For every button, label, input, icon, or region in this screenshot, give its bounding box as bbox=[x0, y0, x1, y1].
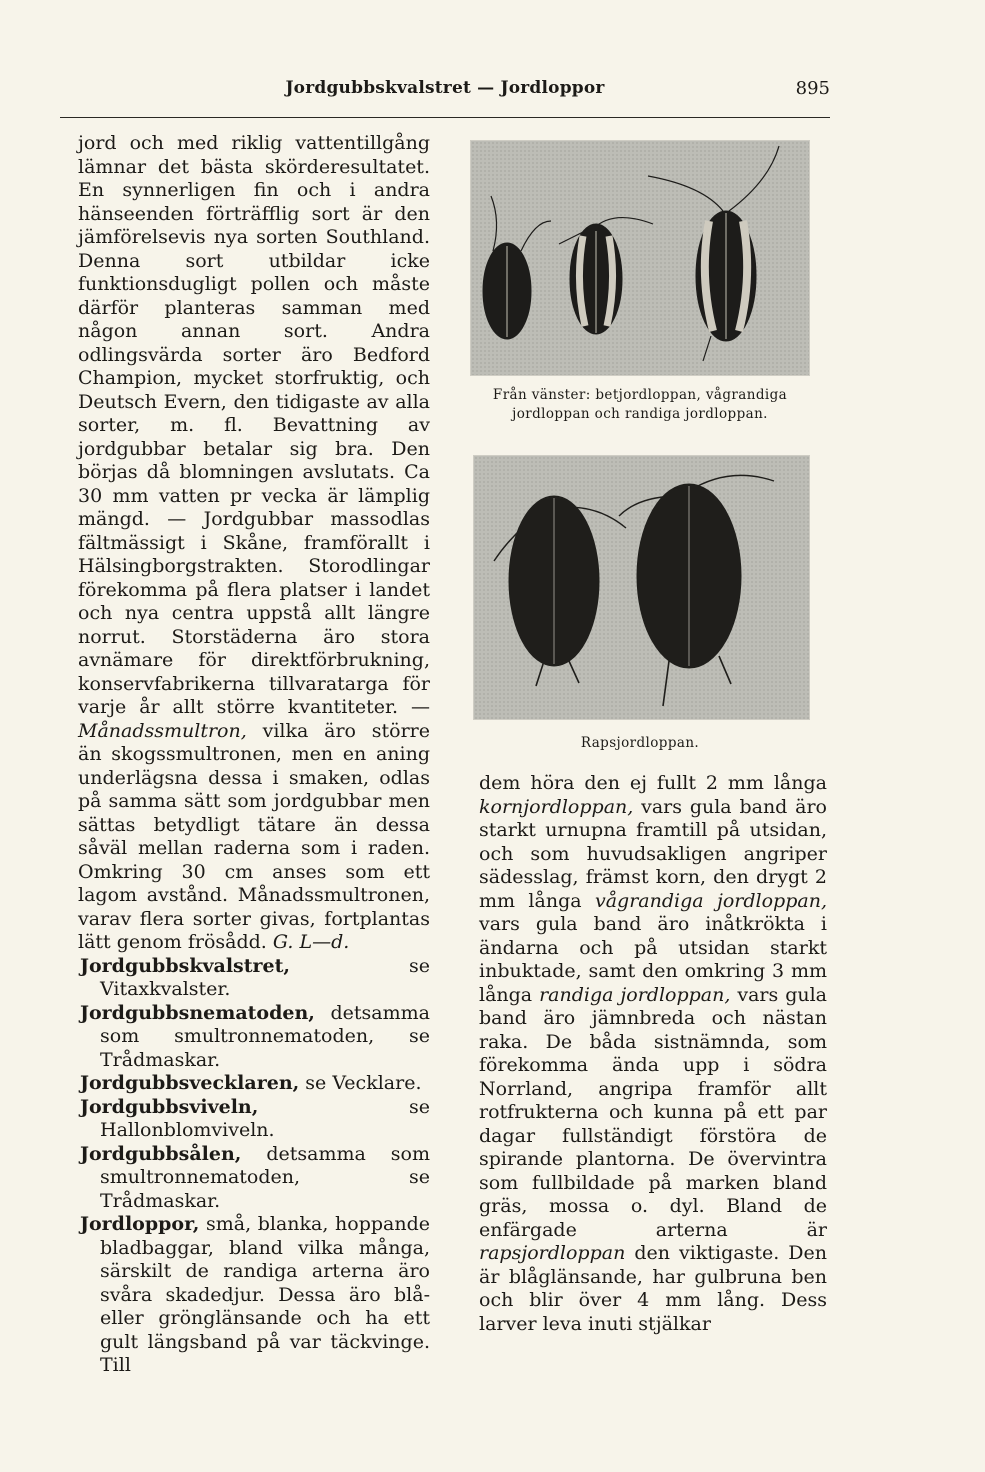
beetle-illustration-2 bbox=[474, 456, 809, 719]
entry-term: Jordgubbsålen, bbox=[80, 1142, 242, 1165]
entry-text: små, blanka, hoppande bladbaggar, bland vilka många, särskilt de randiga arterna äro svåra skadedjur. Dessa äro blå- eller grönglänsande och ha ett gult längsband på var täckvinge. Till bbox=[100, 1213, 430, 1376]
body-text: vars gula band äro jämnbreda och nästan raka. De båda sistnämnda, som förekomma ända upp i södra Norrland, angripa framför allt rotfrukterna och kunna på ett par dagar fullständigt förstöra de spirande plantorna. De övervintra som fullbildade på marken bland gräs, mossa o. dyl. Bland de enfärgade arterna är bbox=[479, 983, 827, 1241]
entry-term: Jordgubbsnematoden, bbox=[80, 1001, 315, 1024]
entry-term: Jordgubbsvecklaren, bbox=[80, 1072, 300, 1094]
italic-term: Månadssmultron, bbox=[78, 719, 247, 742]
entry-text: se Vecklare. bbox=[305, 1072, 422, 1094]
header-rule bbox=[60, 117, 830, 118]
dictionary-entry bbox=[78, 1213, 430, 1378]
body-text: vars gula band äro starkt urnupna framtill på utsidan, och som huvudsakligen angriper sädesslag, främst korn, den drygt 2 mm långa bbox=[479, 795, 828, 912]
entry-term: Jordgubbsviveln, bbox=[80, 1095, 259, 1118]
dictionary-entry bbox=[78, 1096, 430, 1143]
page-number: 895 bbox=[795, 78, 830, 99]
entry-text: detsamma som smultronnematoden, se Trådmaskar. bbox=[100, 1142, 430, 1212]
body-paragraph bbox=[78, 132, 430, 955]
body-paragraph bbox=[479, 772, 827, 1336]
species-name: kornjordloppan, bbox=[479, 795, 634, 818]
running-header bbox=[60, 78, 830, 102]
left-column bbox=[78, 132, 430, 1378]
beetle-illustration-1 bbox=[471, 141, 809, 375]
figure-caption-1: Från vänster: betjordloppan, vågrandiga jordloppan och randiga jordloppan. bbox=[492, 387, 788, 422]
dictionary-entry bbox=[78, 1143, 430, 1214]
species-name: randiga jordloppan, bbox=[539, 983, 731, 1006]
entry-term: Jordgubbskvalstret, bbox=[80, 954, 291, 977]
author-signature: G. L—d. bbox=[272, 931, 350, 953]
body-text: dem höra den ej fullt 2 mm långa bbox=[479, 772, 827, 794]
species-name: vågrandiga jordloppan, bbox=[594, 889, 827, 912]
dictionary-entry bbox=[78, 1002, 430, 1073]
dictionary-entry bbox=[78, 1072, 430, 1096]
figure-caption-2: Rapsjordloppan. bbox=[580, 735, 700, 751]
entry-term: Jordloppor, bbox=[80, 1213, 200, 1235]
running-title: Jordgubbskvalstret — Jordloppor bbox=[285, 78, 605, 98]
beetle-photo-2 bbox=[473, 455, 810, 720]
entry-text: detsamma som smultronnematoden, se Trådmaskar. bbox=[100, 1001, 430, 1071]
body-text: jord och med riklig vattentillgång lämnar det bästa skörderesultatet. En synnerligen fin och i andra hänseenden förträfflig sort är den jämförelsevis nya sorten Southland. Denna sort utbildar icke funktionsdugligt pollen och måste därför planteras samman med någon annan sort. Andra odlingsvärda sorter äro Bedford Champion, mycket storfruktig, och Deutsch Evern, den tidigaste av alla sorter, m. fl. Bevattning av jordgubbar betalar sig bra. Den börjas då blomningen avslutats. Ca 30 mm vatten pr vecka är lämplig mängd. — Jordgubbar massodlas fältmässigt i Skåne, framförallt i Hälsingborgstrakten. Storodlingar förekomma på flera platser i landet och nya centra uppstå allt längre norrut. Storstäderna äro stora avnämare för direktförbrukning, konservfabrikerna tillvaratarga för varje år allt större kvantiteter. — bbox=[78, 132, 430, 718]
entry-text: se Vitaxkvalster. bbox=[100, 954, 430, 1000]
species-name: rapsjordloppan bbox=[479, 1242, 626, 1264]
entry-text: se Hallonblomviveln. bbox=[100, 1095, 430, 1141]
body-text-continued: vilka äro större än skogssmultronen, men en aning underlägsna dessa i smaken, odlas på samma sätt som jordgubbar men sättas betydligt tätare än dessa såväl mellan raderna som i raden. Omkring 30 cm anses som ett lagom avstånd. Månadssmultronen, varav flera sorter givas, fortplantas lätt genom frösådd. bbox=[78, 719, 431, 953]
body-text: den viktigaste. Den är blåglänsande, har gulbruna ben och blir över 4 mm lång. Dess larver leva inuti stjälkar bbox=[479, 1242, 827, 1335]
beetle-photo-1 bbox=[470, 140, 810, 376]
body-text: vars gula band äro inåtkrökta i ändarna och på utsidan starkt inbuktade, samt den omkring 3 mm långa bbox=[479, 913, 827, 1006]
right-column bbox=[479, 772, 827, 1336]
dictionary-entry bbox=[78, 955, 430, 1002]
